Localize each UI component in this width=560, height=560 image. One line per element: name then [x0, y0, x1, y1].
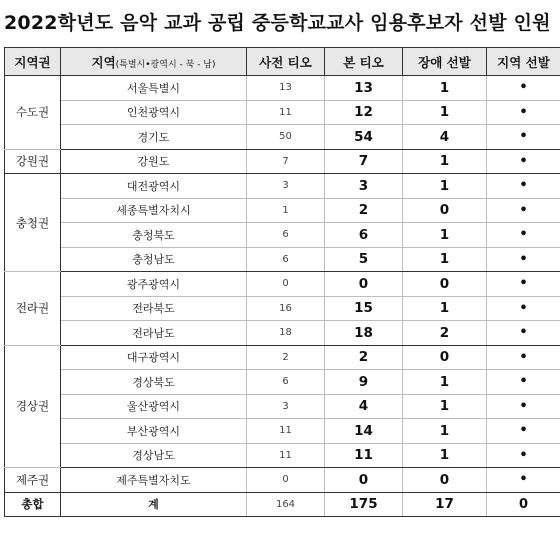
region-group-cell: 전라권	[5, 272, 61, 346]
pre-to-cell: 11	[247, 419, 325, 444]
region-cell: 대구광역시	[61, 345, 247, 370]
disabled-cell: 1	[403, 223, 487, 248]
main-to-cell: 4	[325, 394, 403, 419]
disabled-cell: 1	[403, 394, 487, 419]
pre-to-cell: 3	[247, 394, 325, 419]
region-cell: 경상남도	[61, 443, 247, 468]
region-cell: 세종특별자치시	[61, 198, 247, 223]
header-region-sub: (특별시•광역시 - 북 - 남)	[115, 59, 216, 70]
local-cell: •	[487, 345, 560, 370]
region-group-cell: 제주권	[5, 468, 61, 493]
region-cell: 전라남도	[61, 321, 247, 346]
pre-to-cell: 11	[247, 100, 325, 125]
local-cell: •	[487, 125, 560, 150]
disabled-cell: 1	[403, 247, 487, 272]
header-region	[61, 48, 247, 76]
region-cell: 대전광역시	[61, 174, 247, 199]
disabled-cell: 1	[403, 370, 487, 395]
table-row	[5, 223, 560, 248]
region-cell: 부산광역시	[61, 419, 247, 444]
header-region-group: 지역권	[5, 48, 61, 76]
total-label-cell: 총합	[5, 492, 61, 517]
header-main-to: 본 티오	[325, 48, 403, 76]
region-cell: 제주특별자치도	[61, 468, 247, 493]
region-cell: 전라북도	[61, 296, 247, 321]
total-disabled-cell: 17	[403, 492, 487, 517]
header-region-label: 지역	[91, 54, 116, 70]
disabled-cell: 1	[403, 296, 487, 321]
main-to-cell: 2	[325, 198, 403, 223]
total-local-cell: 0	[487, 492, 560, 517]
main-to-cell: 12	[325, 100, 403, 125]
disabled-cell: 1	[403, 100, 487, 125]
table-row	[5, 321, 560, 346]
disabled-cell: 1	[403, 76, 487, 101]
disabled-cell: 0	[403, 468, 487, 493]
main-to-cell: 15	[325, 296, 403, 321]
table-row	[5, 296, 560, 321]
region-cell: 서울특별시	[61, 76, 247, 101]
table-row	[5, 198, 560, 223]
table-row	[5, 174, 560, 199]
region-cell: 충청북도	[61, 223, 247, 248]
pre-to-cell: 3	[247, 174, 325, 199]
disabled-cell: 1	[403, 443, 487, 468]
pre-to-cell: 18	[247, 321, 325, 346]
main-to-cell: 2	[325, 345, 403, 370]
disabled-cell: 1	[403, 149, 487, 174]
local-cell: •	[487, 321, 560, 346]
total-pre-to-cell: 164	[247, 492, 325, 517]
pre-to-cell: 16	[247, 296, 325, 321]
disabled-cell: 0	[403, 345, 487, 370]
local-cell: •	[487, 443, 560, 468]
main-to-cell: 14	[325, 419, 403, 444]
main-to-cell: 0	[325, 272, 403, 297]
region-group-cell: 경상권	[5, 345, 61, 468]
table-row	[5, 468, 560, 493]
pre-to-cell: 1	[247, 198, 325, 223]
pre-to-cell: 50	[247, 125, 325, 150]
table-row	[5, 394, 560, 419]
pre-to-cell: 13	[247, 76, 325, 101]
pre-to-cell: 0	[247, 468, 325, 493]
region-cell: 강원도	[61, 149, 247, 174]
table-row	[5, 419, 560, 444]
total-row	[5, 492, 560, 517]
local-cell: •	[487, 468, 560, 493]
main-to-cell: 54	[325, 125, 403, 150]
main-to-cell: 11	[325, 443, 403, 468]
disabled-cell: 1	[403, 174, 487, 199]
total-main-to-cell: 175	[325, 492, 403, 517]
table-row	[5, 100, 560, 125]
header-disabled: 장애 선발	[403, 48, 487, 76]
table-header-row	[5, 48, 560, 76]
disabled-cell: 4	[403, 125, 487, 150]
region-group-cell: 충청권	[5, 174, 61, 272]
main-to-cell: 9	[325, 370, 403, 395]
header-pre-to: 사전 티오	[247, 48, 325, 76]
disabled-cell: 0	[403, 198, 487, 223]
region-cell: 울산광역시	[61, 394, 247, 419]
local-cell: •	[487, 419, 560, 444]
disabled-cell: 0	[403, 272, 487, 297]
main-to-cell: 5	[325, 247, 403, 272]
table-body	[5, 76, 560, 517]
pre-to-cell: 2	[247, 345, 325, 370]
table-row	[5, 149, 560, 174]
local-cell: •	[487, 296, 560, 321]
region-cell: 충청남도	[61, 247, 247, 272]
main-to-cell: 0	[325, 468, 403, 493]
total-region-cell: 계	[61, 492, 247, 517]
pre-to-cell: 6	[247, 223, 325, 248]
local-cell: •	[487, 76, 560, 101]
main-to-cell: 7	[325, 149, 403, 174]
region-cell: 경상북도	[61, 370, 247, 395]
region-cell: 인천광역시	[61, 100, 247, 125]
header-local: 지역 선발	[487, 48, 560, 76]
main-to-cell: 13	[325, 76, 403, 101]
main-to-cell: 18	[325, 321, 403, 346]
pre-to-cell: 11	[247, 443, 325, 468]
local-cell: •	[487, 198, 560, 223]
table-row	[5, 370, 560, 395]
local-cell: •	[487, 100, 560, 125]
recruitment-table	[4, 47, 560, 517]
region-group-cell: 강원권	[5, 149, 61, 174]
local-cell: •	[487, 394, 560, 419]
region-cell: 경기도	[61, 125, 247, 150]
local-cell: •	[487, 174, 560, 199]
local-cell: •	[487, 370, 560, 395]
table-row	[5, 125, 560, 150]
main-to-cell: 3	[325, 174, 403, 199]
table-row	[5, 76, 560, 101]
table-row	[5, 272, 560, 297]
local-cell: •	[487, 272, 560, 297]
pre-to-cell: 7	[247, 149, 325, 174]
region-group-cell: 수도권	[5, 76, 61, 150]
region-cell: 광주광역시	[61, 272, 247, 297]
page-title: 2022학년도 음악 교과 공립 중등학교교사 임용후보자 선발 인원	[4, 12, 551, 34]
table-row	[5, 247, 560, 272]
local-cell: •	[487, 223, 560, 248]
table-row	[5, 443, 560, 468]
main-to-cell: 6	[325, 223, 403, 248]
disabled-cell: 2	[403, 321, 487, 346]
local-cell: •	[487, 149, 560, 174]
pre-to-cell: 6	[247, 247, 325, 272]
table-row	[5, 345, 560, 370]
local-cell: •	[487, 247, 560, 272]
disabled-cell: 1	[403, 419, 487, 444]
pre-to-cell: 0	[247, 272, 325, 297]
pre-to-cell: 6	[247, 370, 325, 395]
